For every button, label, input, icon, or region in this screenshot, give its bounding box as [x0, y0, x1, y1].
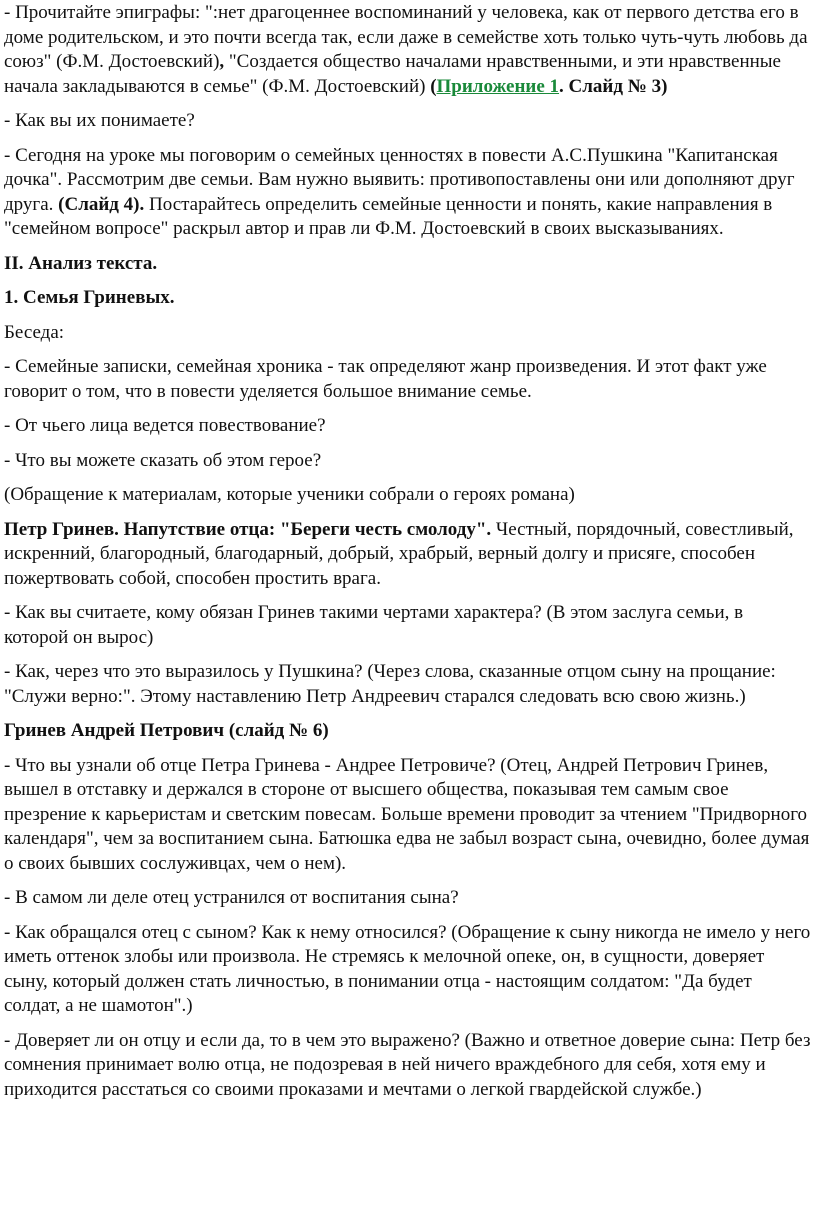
section-heading-grinev-family: [4, 286, 812, 311]
slide-3-label: . Слайд № 3): [559, 75, 668, 97]
epigraph-paragraph: [4, 1, 812, 99]
epigraph-text-2: "Создается общество началами нравственными, и эти нравственные начала закладываются в семье" (Ф.М. Достоевский): [4, 51, 781, 97]
appendix-reference: [430, 76, 667, 97]
question-father-withdrawn: - В самом ли деле отец устранился от воспитания сына?: [4, 887, 459, 908]
question-pushkin-expression: - Как, через что это выразилось у Пушкина? (Через слова, сказанные отцом сыну на прощание: "Служи верно:". Этому наставлению Петр Андреевич старался следовать всю свою жизнь.): [4, 661, 776, 707]
question-son-trust: - Доверяет ли он отцу и если да, то в чем это выражено? (Важно и ответное доверие сына: Петр без сомнения принимает волю отца, не подозревая в ней ничего враждебного для себя, хотя ему и приходится расстаться со своими проказами и мечтами о легкой гвардейской службе.): [4, 1029, 811, 1100]
materials-note: (Обращение к материалам, которые ученики собрали о героях романа): [4, 484, 575, 505]
section-heading-analysis-text: II. Анализ текста.: [4, 252, 158, 274]
question-understand: - Как вы их понимаете?: [4, 110, 195, 131]
andrey-grinev-heading: [4, 719, 812, 744]
question-character-origin: - Как вы считаете, кому обязан Гринев такими чертами характера? (В этом заслуга семьи, в которой он вырос): [4, 602, 744, 648]
section-heading-analysis: [4, 252, 812, 277]
petr-grinev-traits: Честный, порядочный, совестливый, искренний, благородный, благодарный, добрый, храбрый, верный долгу и присяге, способен пожертвовать собой, способен простить врага.: [4, 518, 794, 589]
conversation-label: Беседа:: [4, 321, 65, 343]
question-father: - Что вы узнали об отце Петра Гринева - Андрее Петровиче? (Отец, Андрей Петрович Гринев, вышел в отставку и держался в стороне от высшего общества, показывая тем самым свое презрение к карьеристам и светским повесам. Больше времени проводит за чтением "Придворного календаря", чем за воспитанием сына. Батюшка едва не забыл возраст сына, очевидно, более думая о своих бывших сослуживцах, чем о нем).: [4, 754, 810, 874]
lesson-intro-text: - Сегодня на уроке мы поговорим о семейных ценностях в повести А.С.Пушкина "Капитанская дочка". Рассмотрим две семьи. Вам нужно выявить: противопоставлены они или дополняют друг друга.: [4, 144, 795, 215]
question-narrator: - От чьего лица ведется повествование?: [4, 415, 326, 436]
appendix-link[interactable]: Приложение 1: [436, 75, 560, 97]
slide-4-label: (Слайд 4).: [58, 193, 145, 215]
question-father-treatment: - Как обращался отец с сыном? Как к нему относился? (Обращение к сыну никогда не имело у него иметь оттенок злобы или произвола. Не стремясь к мелочной опеке, он, в сущности, доверяет сыну, который должен стать личностью, в понимании отца - настоящим солдатом: "Да будет солдат, а не шамотон".): [4, 921, 811, 1016]
lesson-intro-paragraph: [4, 144, 812, 242]
epigraph-text: - Прочитайте эпиграфы: ":нет драгоценнее воспоминаний у человека, как от первого детства его в доме родительском, и это почти всегда так, если даже в семействе хоть только чуть-чуть любовь да союз" (Ф.М. Достоевский): [4, 2, 808, 72]
section-heading-grinev-family-text: 1. Семья Гриневых.: [4, 287, 175, 308]
andrey-grinev-heading-text: Гринев Андрей Петрович (слайд № 6): [4, 720, 329, 741]
question-hero: - Что вы можете сказать об этом герое?: [4, 449, 322, 471]
petr-grinev-paragraph: [4, 518, 812, 592]
appendix-open-paren: (: [430, 75, 437, 97]
epigraph-comma: ,: [219, 51, 225, 72]
lesson-intro-text-2: Постарайтесь определить семейные ценности и понять, какие направления в "семейном вопросе" раскрыл автор и прав ли Ф.М. Достоевский в своих высказываниях.: [4, 193, 773, 239]
genre-paragraph: - Семейные записки, семейная хроника - так определяют жанр произведения. И этот факт уже говорит о том, что в повести уделяется большое внимание семье.: [4, 356, 767, 402]
petr-grinev-heading: Петр Гринев. Напутствие отца: "Береги честь смолоду".: [4, 518, 492, 540]
